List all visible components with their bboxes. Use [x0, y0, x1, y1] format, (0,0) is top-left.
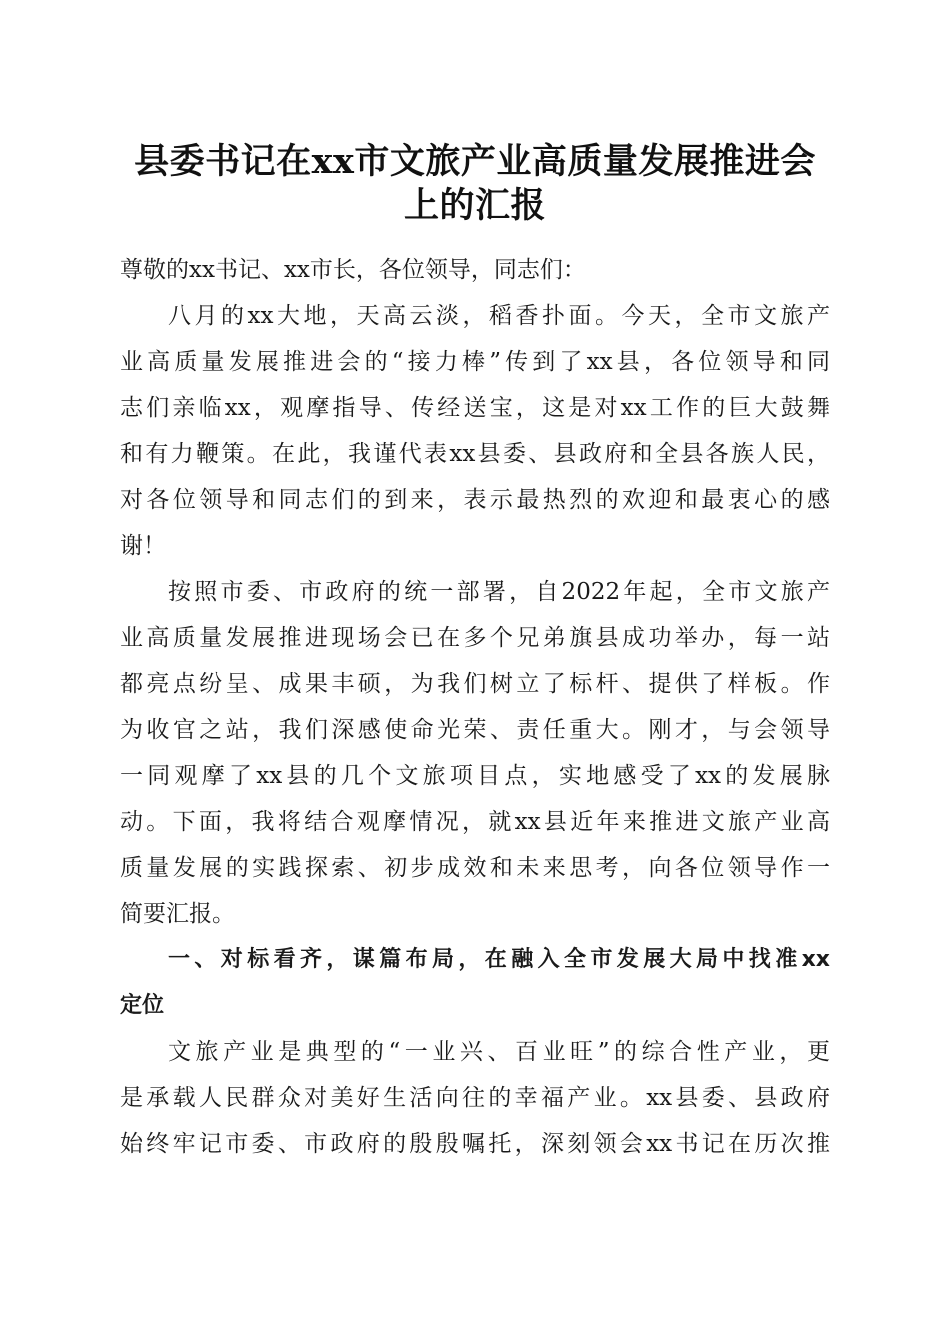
paragraph-line: 八月的xx大地，天高云淡，稻香扑面。今天，全市文旅产	[168, 303, 830, 329]
paragraph-line: 始终牢记市委、市政府的殷殷嘱托，深刻领会xx书记在历次推	[120, 1131, 830, 1157]
paragraph-line: 志们亲临xx，观摩指导、传经送宝，这是对xx工作的巨大鼓舞	[120, 395, 830, 421]
paragraph-line: 谢！	[120, 533, 166, 559]
section-heading: 一、对标看齐，谋篇布局，在融入全市发展大局中找准xx	[168, 947, 830, 972]
section-heading: 定位	[120, 993, 165, 1018]
paragraph-line: 为收官之站，我们深感使命光荣、责任重大。刚才，与会领导	[120, 717, 830, 743]
paragraph-line: 都亮点纷呈、成果丰硕，为我们树立了标杆、提供了样板。作	[120, 671, 830, 697]
paragraph-line: 对各位领导和同志们的到来，表示最热烈的欢迎和最衷心的感	[120, 487, 830, 513]
paragraph-line: 和有力鞭策。在此，我谨代表xx县委、县政府和全县各族人民，	[120, 441, 830, 467]
paragraph-line: 动。下面，我将结合观摩情况，就xx县近年来推进文旅产业高	[120, 809, 830, 835]
paragraph-line: 业高质量发展推进现场会已在多个兄弟旗县成功举办，每一站	[120, 625, 830, 651]
salutation-line: 尊敬的xx书记、xx市长，各位领导，同志们：	[120, 257, 586, 283]
paragraph-line: 文旅产业是典型的“一业兴、百业旺”的综合性产业，更	[168, 1039, 830, 1065]
document-title	[100, 140, 850, 228]
paragraph-line: 简要汇报。	[120, 901, 235, 927]
paragraph-line: 按照市委、市政府的统一部署，自2022年起，全市文旅产	[168, 579, 830, 605]
paragraph-line: 业高质量发展推进会的“接力棒”传到了xx县，各位领导和同	[120, 349, 830, 375]
paragraph-line: 一同观摩了xx县的几个文旅项目点，实地感受了xx的发展脉	[120, 763, 830, 789]
paragraph-line: 是承载人民群众对美好生活向往的幸福产业。xx县委、县政府	[120, 1085, 830, 1111]
paragraph-line: 质量发展的实践探索、初步成效和未来思考，向各位领导作一	[120, 855, 830, 881]
title-line: 上的汇报	[403, 185, 546, 226]
title-line: 县委书记在xx市文旅产业高质量发展推进会	[134, 141, 816, 182]
